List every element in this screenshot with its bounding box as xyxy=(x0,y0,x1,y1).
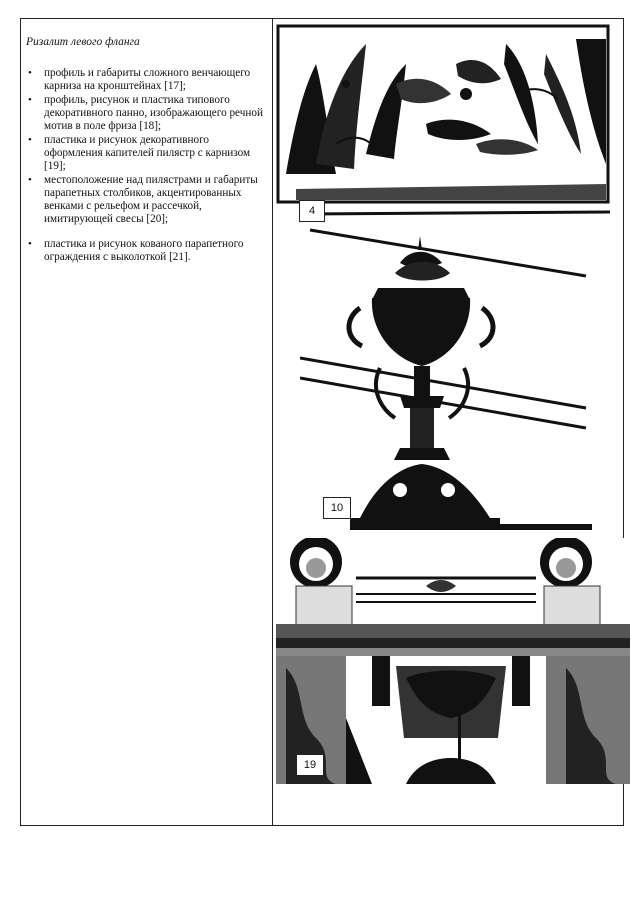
column-divider xyxy=(272,18,273,826)
list-item: • местоположение над пилястрами и габариты парапетных столбиков, акцентированных венками с рельефом и рассечкой, имитирующей свесы [20]; xyxy=(26,174,268,226)
section-title: Ризалит левого фланга xyxy=(26,36,140,48)
figure-label: 4 xyxy=(299,200,325,222)
figure-label: 19 xyxy=(296,754,324,776)
list-item: • пластика и рисунок кованого парапетного ограждения с выколоткой [21]. xyxy=(26,238,268,264)
list-item: • пластика и рисунок декоративного оформления капителей пилястр с карнизом [19]; xyxy=(26,134,268,173)
parapet-column-photo xyxy=(300,228,592,532)
capital-cornice-photo xyxy=(276,538,630,784)
list-item: • профиль, рисунок и пластика типового декоративного панно, изображающего речной мотив в поле фриза [18]; xyxy=(26,94,268,133)
frieze-panel-photo xyxy=(276,24,610,220)
list-item: • профиль и габариты сложного венчающего карниза на кронштейнах [17]; xyxy=(26,67,268,93)
figure-label: 10 xyxy=(323,497,351,519)
text-column xyxy=(26,36,268,265)
feature-list xyxy=(26,67,268,264)
